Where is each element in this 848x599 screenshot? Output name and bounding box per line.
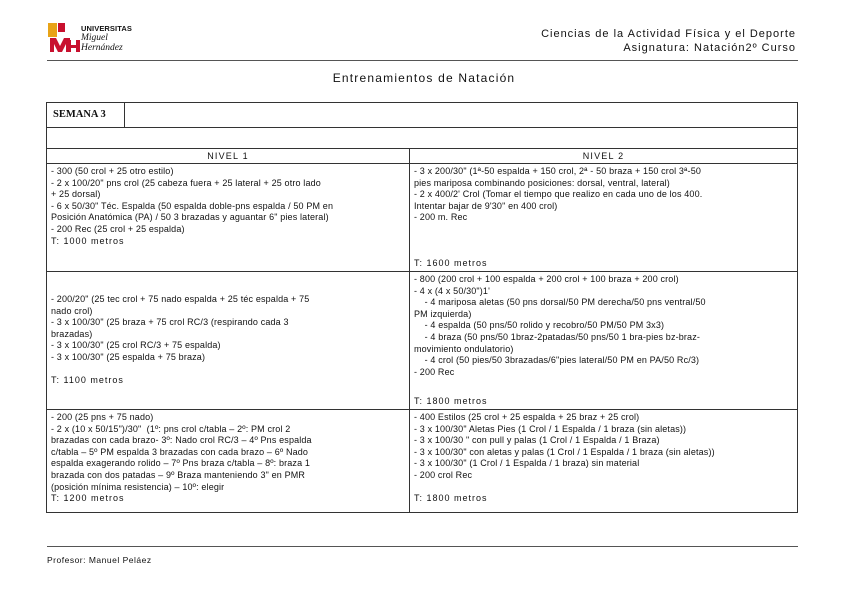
footer-divider [47,546,798,547]
workout-lines [414,274,793,378]
workout-line: - 3 x 100/30" (25 braza + 75 crol RC/3 (respirando cada 3 [51,317,289,328]
workout-line: espalda exagerando rolido – 7º Pns braza c/tabla – 8º: braza 1 [51,458,311,469]
workout-line: - 200 crol Rec [414,469,473,480]
workout-line: - 200 Rec [414,366,455,377]
subject-name: Asignatura: Natación2º Curso [623,42,796,54]
workout-line: nado crol) [51,305,93,316]
level-1-header: NIVEL 1 [47,149,410,163]
workout-line: - 4 mariposa aletas (50 pns dorsal/50 PM derecha/50 pns ventral/50 [414,297,706,308]
workout-line: movimiento ondulatorio) [414,343,514,354]
workout-line: c/tabla – 5º PM espalda 3 brazadas con cada brazo – 6º Nado [51,446,309,457]
workout-line: - 3 x 100/30" Aletas Pies (1 Crol / 1 Espalda / 1 braza (sin aletas)) [414,423,687,434]
workout-line: brazadas con cada brazo- 3º: Nado crol RC/3 – 4º Pns espalda [51,435,312,446]
workout-line: - 3 x 100/30 " con pull y palas (1 Crol / 1 Espalda / 1 Braza) [414,435,660,446]
workout-line: - 4 espalda (50 pns/50 rolido y recobro/50 PM/50 PM 3x3) [414,320,665,331]
blank-line [414,482,793,494]
workout-line: Intentar bajar de 9'30" en 400 crol) [414,200,558,211]
blank-line [51,364,405,376]
logo-text-miguel: Miguel [81,33,108,43]
workout-total: T: 1000 metros [51,235,125,246]
workout-line: - 200 m. Rec [414,212,468,223]
faculty-name: Ciencias de la Actividad Física y el Deporte [541,28,796,40]
course-header [541,27,796,55]
training-table [46,102,798,513]
table-row [47,410,797,512]
week-empty-cell [125,103,797,127]
document-title: Entrenamientos de Natación [332,71,516,85]
workout-line: - 3 x 200/30" (1ª-50 espalda + 150 crol, 2ª - 50 braza + 150 crol 3ª-50 [414,166,701,176]
workout-line: - 2 x 400/2' Crol (Tomar el tiempo que realizo en cada uno de los 400. [414,189,703,200]
workout-line: brazada con dos patadas – 9º Braza manteniendo 3" en PMR [51,469,306,480]
university-logo [47,22,157,56]
professor-name: Profesor: Manuel Peláez [47,555,152,565]
week-label: SEMANA 3 [47,103,125,127]
logo-text-hernandez: Hernández [81,43,123,53]
workout-line: + 25 dorsal) [51,189,101,200]
header-divider [47,60,798,61]
workout-line: - 3 x 100/30" (25 espalda + 75 braza) [51,351,206,362]
workout-line: - 2 x 100/20" pns crol (25 cabeza fuera + 25 lateral + 25 otro lado [51,177,321,188]
level-1-cell [47,272,410,409]
level-2-cell [410,272,797,409]
workout-line: - 3 x 100/30" (1 Crol / 1 Espalda / 1 braza) sin material [414,458,640,469]
level-2-header: NIVEL 2 [582,151,625,161]
workout-line: - 4 x (4 x 50/30")1' [414,285,490,296]
workout-line: - 6 x 50/30" Téc. Espalda (50 espalda doble-pns espalda / 50 PM en [51,200,334,211]
workout-line: - 4 braza (50 pns/50 1braz-2patadas/50 pns/50 1 bra-pies bz-braz- [414,331,701,342]
workout-total: T: 1600 metros [414,258,488,269]
level-1-cell [47,410,410,512]
workout-line: - 400 Estilos (25 crol + 25 espalda + 25 braz + 25 crol) [414,412,640,422]
workout-line: - 2 x (10 x 50/15")/30" (1º: pns crol c/tabla – 2º: PM crol 2 [51,423,291,434]
workout-total: T: 1800 metros [414,396,488,407]
workout-lines [51,166,405,270]
workout-line: - 300 (50 crol + 25 otro estilo) [51,166,174,176]
level-2-cell [410,164,797,271]
workout-line: - 3 x 100/30" (25 crol RC/3 + 75 espalda) [51,340,221,351]
workout-line: (posición mínima resistencia) – 10º: elegir [51,481,225,492]
workout-total: T: 1100 metros [51,375,124,386]
workout-line: pies mariposa combinando posiciones: dorsal, ventral, lateral) [414,177,670,188]
workout-total: T: 1200 metros [51,493,125,504]
level-header-row [47,149,797,164]
workout-line: brazadas) [51,328,93,339]
table-row [47,272,797,410]
workout-total: T: 1800 metros [414,493,488,504]
workout-line: - 200/20" (25 tec crol + 75 nado espalda + 25 téc espalda + 75 [51,294,310,304]
level-2-cell [410,410,797,512]
workout-line: Posición Anatómica (PA) / 50 3 brazadas y aguantar 6" pies lateral) [51,212,329,223]
workout-lines [414,166,793,224]
table-row [47,164,797,272]
university-crest-icon [47,22,81,54]
workout-line: - 200 (25 pns + 75 nado) [51,412,154,422]
level-1-cell [47,164,410,271]
logo-text-universitas: UNIVERSITAS [81,24,132,33]
workout-line: - 3 x 100/30" con aletas y palas (1 Crol / 1 Espalda / 1 braza (sin aletas)) [414,446,715,457]
workout-line: - 800 (200 crol + 100 espalda + 200 crol + 100 braza + 200 crol) [414,274,679,284]
workout-line: - 4 crol (50 pies/50 3brazadas/6"pies lateral/50 PM en PA/50 Rc/3) [414,355,700,366]
spacer-row [47,128,797,149]
workout-line: PM izquierda) [414,308,472,319]
workout-line: - 200 Rec (25 crol + 25 espalda) [51,223,185,234]
week-row [47,103,797,128]
